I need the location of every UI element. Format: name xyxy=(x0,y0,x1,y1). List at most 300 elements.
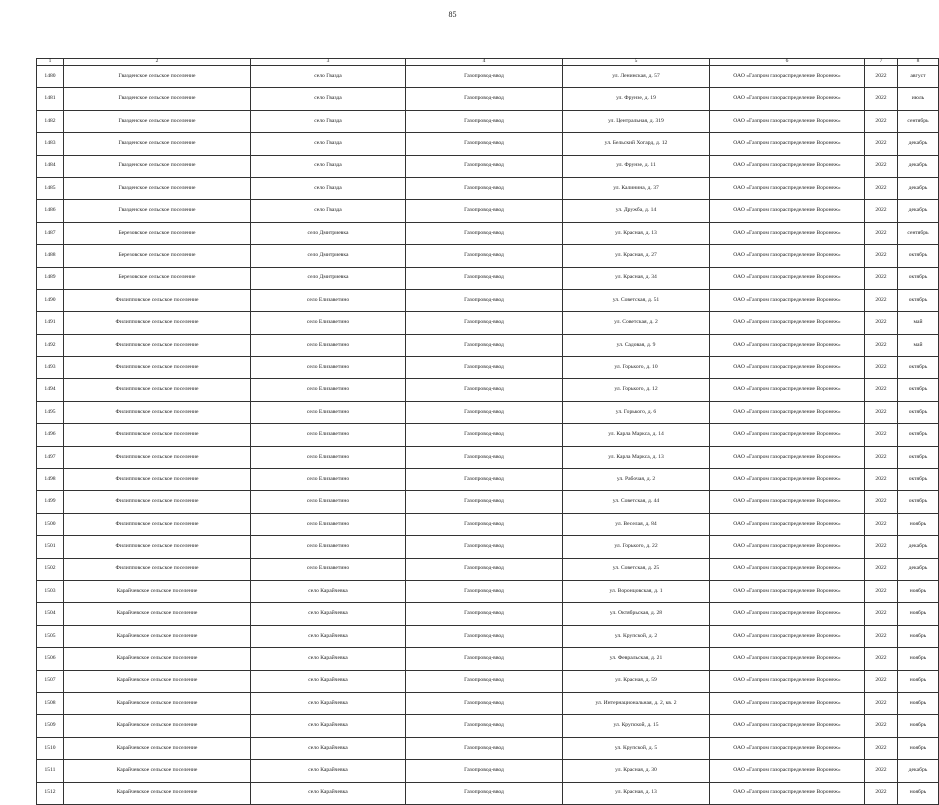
row-number-cell: 1497 xyxy=(37,446,64,468)
row-number-cell: 1501 xyxy=(37,536,64,558)
locality-cell: село Карайчевка xyxy=(251,737,406,759)
object-type-cell: Газопровод-ввод xyxy=(406,245,563,267)
table-row xyxy=(37,513,939,535)
row-number-cell: 1495 xyxy=(37,401,64,423)
row-number-cell: 1496 xyxy=(37,424,64,446)
month-cell: август xyxy=(898,66,939,88)
row-number-cell: 1505 xyxy=(37,625,64,647)
row-number-cell: 1490 xyxy=(37,289,64,311)
settlement-cell: Березовское сельское поселение xyxy=(64,222,251,244)
organization-cell: ОАО «Газпром газораспределение Воронеж» xyxy=(710,379,865,401)
object-type-cell: Газопровод-ввод xyxy=(406,334,563,356)
locality-cell: село Гвазда xyxy=(251,177,406,199)
month-cell: декабрь xyxy=(898,177,939,199)
year-cell: 2022 xyxy=(865,782,898,804)
organization-cell: ОАО «Газпром газораспределение Воронеж» xyxy=(710,88,865,110)
object-type-cell: Газопровод-ввод xyxy=(406,625,563,647)
organization-cell: ОАО «Газпром газораспределение Воронеж» xyxy=(710,625,865,647)
object-type-cell: Газопровод-ввод xyxy=(406,312,563,334)
year-cell: 2022 xyxy=(865,760,898,782)
table-row xyxy=(37,424,939,446)
column-number-row xyxy=(37,59,939,66)
locality-cell: село Карайчевка xyxy=(251,670,406,692)
address-cell: ул. Садовая, д. 9 xyxy=(563,334,710,356)
locality-cell: село Дмитриевка xyxy=(251,245,406,267)
settlement-cell: Карайчевское сельское поселение xyxy=(64,737,251,759)
address-cell: ул. Крупской, д. 2 xyxy=(563,625,710,647)
month-cell: декабрь xyxy=(898,558,939,580)
month-cell: октябрь xyxy=(898,289,939,311)
object-type-cell: Газопровод-ввод xyxy=(406,648,563,670)
row-number-cell: 1498 xyxy=(37,469,64,491)
table-row xyxy=(37,289,939,311)
locality-cell: село Елизаветино xyxy=(251,446,406,468)
address-cell: ул. Горького, д. 10 xyxy=(563,357,710,379)
organization-cell: ОАО «Газпром газораспределение Воронеж» xyxy=(710,603,865,625)
settlement-cell: Филипповское сельское поселение xyxy=(64,334,251,356)
address-cell: ул. Центральная, д. 319 xyxy=(563,110,710,132)
row-number-cell: 1499 xyxy=(37,491,64,513)
locality-cell: село Елизаветино xyxy=(251,357,406,379)
address-cell: ул. Крупской, д. 15 xyxy=(563,715,710,737)
address-cell: ул. Красная, д. 34 xyxy=(563,267,710,289)
year-cell: 2022 xyxy=(865,88,898,110)
month-cell: ноябрь xyxy=(898,648,939,670)
object-type-cell: Газопровод-ввод xyxy=(406,155,563,177)
locality-cell: село Карайчевка xyxy=(251,625,406,647)
row-number-cell: 1508 xyxy=(37,692,64,714)
month-cell: октябрь xyxy=(898,401,939,423)
organization-cell: ОАО «Газпром газораспределение Воронеж» xyxy=(710,357,865,379)
organization-cell: ОАО «Газпром газораспределение Воронеж» xyxy=(710,760,865,782)
object-type-cell: Газопровод-ввод xyxy=(406,692,563,714)
object-type-cell: Газопровод-ввод xyxy=(406,558,563,580)
year-cell: 2022 xyxy=(865,401,898,423)
year-cell: 2022 xyxy=(865,536,898,558)
row-number-cell: 1489 xyxy=(37,267,64,289)
table-row xyxy=(37,177,939,199)
organization-cell: ОАО «Газпром газораспределение Воронеж» xyxy=(710,580,865,602)
month-cell: ноябрь xyxy=(898,513,939,535)
table-row xyxy=(37,245,939,267)
month-cell: октябрь xyxy=(898,424,939,446)
table-row xyxy=(37,491,939,513)
month-cell: декабрь xyxy=(898,200,939,222)
month-cell: октябрь xyxy=(898,357,939,379)
month-cell: октябрь xyxy=(898,245,939,267)
settlement-cell: Карайчевское сельское поселение xyxy=(64,782,251,804)
locality-cell: село Гвазда xyxy=(251,88,406,110)
address-cell: ул. Бельский Хогард, д. 12 xyxy=(563,133,710,155)
address-cell: ул. Красная, д. 59 xyxy=(563,670,710,692)
month-cell: ноябрь xyxy=(898,782,939,804)
settlement-cell: Гвазденское сельское поселение xyxy=(64,88,251,110)
table-row xyxy=(37,782,939,804)
organization-cell: ОАО «Газпром газораспределение Воронеж» xyxy=(710,200,865,222)
address-cell: ул. Фрунзе, д. 11 xyxy=(563,155,710,177)
month-cell: ноябрь xyxy=(898,692,939,714)
object-type-cell: Газопровод-ввод xyxy=(406,715,563,737)
column-header: 1 xyxy=(37,59,64,66)
row-number-cell: 1491 xyxy=(37,312,64,334)
row-number-cell: 1509 xyxy=(37,715,64,737)
address-cell: ул. Фрунзе, д. 19 xyxy=(563,88,710,110)
year-cell: 2022 xyxy=(865,670,898,692)
year-cell: 2022 xyxy=(865,625,898,647)
table-row xyxy=(37,446,939,468)
month-cell: октябрь xyxy=(898,469,939,491)
table-row xyxy=(37,760,939,782)
row-number-cell: 1510 xyxy=(37,737,64,759)
row-number-cell: 1493 xyxy=(37,357,64,379)
settlement-cell: Карайчевское сельское поселение xyxy=(64,670,251,692)
column-header: 4 xyxy=(406,59,563,66)
address-cell: ул. Советская, д. 25 xyxy=(563,558,710,580)
organization-cell: ОАО «Газпром газораспределение Воронеж» xyxy=(710,424,865,446)
column-header: 6 xyxy=(710,59,865,66)
address-cell: ул. Интернациональная, д. 2, кв. 2 xyxy=(563,692,710,714)
organization-cell: ОАО «Газпром газораспределение Воронеж» xyxy=(710,133,865,155)
month-cell: июль xyxy=(898,88,939,110)
table-row xyxy=(37,200,939,222)
organization-cell: ОАО «Газпром газораспределение Воронеж» xyxy=(710,177,865,199)
settlement-cell: Карайчевское сельское поселение xyxy=(64,603,251,625)
year-cell: 2022 xyxy=(865,603,898,625)
locality-cell: село Гвазда xyxy=(251,133,406,155)
object-type-cell: Газопровод-ввод xyxy=(406,177,563,199)
table-row xyxy=(37,88,939,110)
year-cell: 2022 xyxy=(865,446,898,468)
year-cell: 2022 xyxy=(865,334,898,356)
year-cell: 2022 xyxy=(865,155,898,177)
organization-cell: ОАО «Газпром газораспределение Воронеж» xyxy=(710,648,865,670)
column-header: 5 xyxy=(563,59,710,66)
table-row xyxy=(37,625,939,647)
object-type-cell: Газопровод-ввод xyxy=(406,536,563,558)
row-number-cell: 1481 xyxy=(37,88,64,110)
object-type-cell: Газопровод-ввод xyxy=(406,401,563,423)
locality-cell: село Карайчевка xyxy=(251,648,406,670)
object-type-cell: Газопровод-ввод xyxy=(406,737,563,759)
address-cell: ул. Горького, д. 22 xyxy=(563,536,710,558)
table-row xyxy=(37,110,939,132)
object-type-cell: Газопровод-ввод xyxy=(406,469,563,491)
locality-cell: село Гвазда xyxy=(251,200,406,222)
table-row xyxy=(37,334,939,356)
month-cell: май xyxy=(898,334,939,356)
month-cell: ноябрь xyxy=(898,670,939,692)
organization-cell: ОАО «Газпром газораспределение Воронеж» xyxy=(710,513,865,535)
table-row xyxy=(37,469,939,491)
table-row xyxy=(37,558,939,580)
year-cell: 2022 xyxy=(865,133,898,155)
settlement-cell: Гвазденское сельское поселение xyxy=(64,110,251,132)
settlement-cell: Филипповское сельское поселение xyxy=(64,491,251,513)
settlement-cell: Филипповское сельское поселение xyxy=(64,536,251,558)
table-row xyxy=(37,267,939,289)
year-cell: 2022 xyxy=(865,245,898,267)
row-number-cell: 1507 xyxy=(37,670,64,692)
settlement-cell: Карайчевское сельское поселение xyxy=(64,625,251,647)
month-cell: декабрь xyxy=(898,133,939,155)
month-cell: октябрь xyxy=(898,267,939,289)
table-row xyxy=(37,357,939,379)
locality-cell: село Елизаветино xyxy=(251,469,406,491)
row-number-cell: 1480 xyxy=(37,66,64,88)
row-number-cell: 1485 xyxy=(37,177,64,199)
table-row xyxy=(37,155,939,177)
table-row xyxy=(37,737,939,759)
locality-cell: село Елизаветино xyxy=(251,379,406,401)
organization-cell: ОАО «Газпром газораспределение Воронеж» xyxy=(710,536,865,558)
locality-cell: село Карайчевка xyxy=(251,580,406,602)
object-type-cell: Газопровод-ввод xyxy=(406,110,563,132)
object-type-cell: Газопровод-ввод xyxy=(406,760,563,782)
row-number-cell: 1512 xyxy=(37,782,64,804)
organization-cell: ОАО «Газпром газораспределение Воронеж» xyxy=(710,401,865,423)
row-number-cell: 1492 xyxy=(37,334,64,356)
address-cell: ул. Горького, д. 6 xyxy=(563,401,710,423)
year-cell: 2022 xyxy=(865,357,898,379)
address-cell: ул. Ленинская, д. 57 xyxy=(563,66,710,88)
column-header: 2 xyxy=(64,59,251,66)
object-type-cell: Газопровод-ввод xyxy=(406,66,563,88)
locality-cell: село Дмитриевка xyxy=(251,222,406,244)
year-cell: 2022 xyxy=(865,469,898,491)
organization-cell: ОАО «Газпром газораспределение Воронеж» xyxy=(710,782,865,804)
row-number-cell: 1506 xyxy=(37,648,64,670)
address-cell: ул. Веселая, д. 84 xyxy=(563,513,710,535)
object-type-cell: Газопровод-ввод xyxy=(406,133,563,155)
locality-cell: село Елизаветино xyxy=(251,513,406,535)
address-cell: ул. Горького, д. 12 xyxy=(563,379,710,401)
month-cell: октябрь xyxy=(898,446,939,468)
row-number-cell: 1483 xyxy=(37,133,64,155)
organization-cell: ОАО «Газпром газораспределение Воронеж» xyxy=(710,692,865,714)
settlement-cell: Гвазденское сельское поселение xyxy=(64,200,251,222)
address-cell: ул. Калинина, д. 37 xyxy=(563,177,710,199)
settlement-cell: Филипповское сельское поселение xyxy=(64,357,251,379)
month-cell: ноябрь xyxy=(898,580,939,602)
month-cell: ноябрь xyxy=(898,715,939,737)
object-type-cell: Газопровод-ввод xyxy=(406,222,563,244)
object-type-cell: Газопровод-ввод xyxy=(406,603,563,625)
year-cell: 2022 xyxy=(865,580,898,602)
object-type-cell: Газопровод-ввод xyxy=(406,670,563,692)
organization-cell: ОАО «Газпром газораспределение Воронеж» xyxy=(710,491,865,513)
month-cell: декабрь xyxy=(898,760,939,782)
settlement-cell: Филипповское сельское поселение xyxy=(64,446,251,468)
object-type-cell: Газопровод-ввод xyxy=(406,88,563,110)
table-row xyxy=(37,648,939,670)
table-body xyxy=(37,66,939,805)
month-cell: октябрь xyxy=(898,491,939,513)
organization-cell: ОАО «Газпром газораспределение Воронеж» xyxy=(710,66,865,88)
locality-cell: село Елизаветино xyxy=(251,491,406,513)
row-number-cell: 1482 xyxy=(37,110,64,132)
year-cell: 2022 xyxy=(865,737,898,759)
table-row xyxy=(37,379,939,401)
year-cell: 2022 xyxy=(865,424,898,446)
settlement-cell: Филипповское сельское поселение xyxy=(64,401,251,423)
row-number-cell: 1486 xyxy=(37,200,64,222)
year-cell: 2022 xyxy=(865,513,898,535)
year-cell: 2022 xyxy=(865,692,898,714)
year-cell: 2022 xyxy=(865,379,898,401)
organization-cell: ОАО «Газпром газораспределение Воронеж» xyxy=(710,737,865,759)
gas-connection-register-table xyxy=(36,58,939,805)
organization-cell: ОАО «Газпром газораспределение Воронеж» xyxy=(710,446,865,468)
organization-cell: ОАО «Газпром газораспределение Воронеж» xyxy=(710,469,865,491)
locality-cell: село Елизаветино xyxy=(251,558,406,580)
organization-cell: ОАО «Газпром газораспределение Воронеж» xyxy=(710,110,865,132)
locality-cell: село Елизаветино xyxy=(251,401,406,423)
locality-cell: село Дмитриевка xyxy=(251,267,406,289)
organization-cell: ОАО «Газпром газораспределение Воронеж» xyxy=(710,558,865,580)
address-cell: ул. Октябрьская, д. 28 xyxy=(563,603,710,625)
table-row xyxy=(37,692,939,714)
settlement-cell: Гвазденское сельское поселение xyxy=(64,155,251,177)
settlement-cell: Филипповское сельское поселение xyxy=(64,289,251,311)
column-header: 3 xyxy=(251,59,406,66)
month-cell: декабрь xyxy=(898,155,939,177)
row-number-cell: 1503 xyxy=(37,580,64,602)
locality-cell: село Карайчевка xyxy=(251,760,406,782)
address-cell: ул. Советская, д. 2 xyxy=(563,312,710,334)
object-type-cell: Газопровод-ввод xyxy=(406,289,563,311)
year-cell: 2022 xyxy=(865,558,898,580)
organization-cell: ОАО «Газпром газораспределение Воронеж» xyxy=(710,715,865,737)
locality-cell: село Елизаветино xyxy=(251,312,406,334)
locality-cell: село Елизаветино xyxy=(251,424,406,446)
column-header: 8 xyxy=(898,59,939,66)
table-row xyxy=(37,603,939,625)
locality-cell: село Елизаветино xyxy=(251,289,406,311)
table-row xyxy=(37,715,939,737)
settlement-cell: Карайчевское сельское поселение xyxy=(64,715,251,737)
settlement-cell: Филипповское сельское поселение xyxy=(64,312,251,334)
address-cell: ул. Советская, д. 44 xyxy=(563,491,710,513)
year-cell: 2022 xyxy=(865,491,898,513)
settlement-cell: Березовское сельское поселение xyxy=(64,267,251,289)
address-cell: ул. Карла Маркса, д. 14 xyxy=(563,424,710,446)
month-cell: сентябрь xyxy=(898,110,939,132)
address-cell: ул. Красная, д. 13 xyxy=(563,222,710,244)
address-cell: ул. Февральская, д. 21 xyxy=(563,648,710,670)
address-cell: ул. Крупской, д. 5 xyxy=(563,737,710,759)
locality-cell: село Елизаветино xyxy=(251,536,406,558)
table-row xyxy=(37,312,939,334)
settlement-cell: Филипповское сельское поселение xyxy=(64,558,251,580)
organization-cell: ОАО «Газпром газораспределение Воронеж» xyxy=(710,312,865,334)
row-number-cell: 1494 xyxy=(37,379,64,401)
address-cell: ул. Советская, д. 51 xyxy=(563,289,710,311)
table-row xyxy=(37,580,939,602)
table-row xyxy=(37,66,939,88)
settlement-cell: Гвазденское сельское поселение xyxy=(64,177,251,199)
organization-cell: ОАО «Газпром газораспределение Воронеж» xyxy=(710,289,865,311)
object-type-cell: Газопровод-ввод xyxy=(406,424,563,446)
locality-cell: село Карайчевка xyxy=(251,603,406,625)
locality-cell: село Елизаветино xyxy=(251,334,406,356)
year-cell: 2022 xyxy=(865,715,898,737)
address-cell: ул. Красная, д. 30 xyxy=(563,760,710,782)
month-cell: сентябрь xyxy=(898,222,939,244)
table-row xyxy=(37,222,939,244)
table-row xyxy=(37,133,939,155)
month-cell: ноябрь xyxy=(898,603,939,625)
object-type-cell: Газопровод-ввод xyxy=(406,446,563,468)
row-number-cell: 1484 xyxy=(37,155,64,177)
row-number-cell: 1504 xyxy=(37,603,64,625)
locality-cell: село Карайчевка xyxy=(251,715,406,737)
object-type-cell: Газопровод-ввод xyxy=(406,580,563,602)
table-row xyxy=(37,670,939,692)
object-type-cell: Газопровод-ввод xyxy=(406,513,563,535)
settlement-cell: Карайчевское сельское поселение xyxy=(64,580,251,602)
year-cell: 2022 xyxy=(865,267,898,289)
address-cell: ул. Карла Маркса, д. 13 xyxy=(563,446,710,468)
locality-cell: село Гвазда xyxy=(251,155,406,177)
year-cell: 2022 xyxy=(865,110,898,132)
locality-cell: село Гвазда xyxy=(251,66,406,88)
object-type-cell: Газопровод-ввод xyxy=(406,379,563,401)
organization-cell: ОАО «Газпром газораспределение Воронеж» xyxy=(710,334,865,356)
organization-cell: ОАО «Газпром газораспределение Воронеж» xyxy=(710,267,865,289)
settlement-cell: Березовское сельское поселение xyxy=(64,245,251,267)
settlement-cell: Карайчевское сельское поселение xyxy=(64,760,251,782)
object-type-cell: Газопровод-ввод xyxy=(406,491,563,513)
settlement-cell: Гвазденское сельское поселение xyxy=(64,66,251,88)
row-number-cell: 1502 xyxy=(37,558,64,580)
locality-cell: село Гвазда xyxy=(251,110,406,132)
year-cell: 2022 xyxy=(865,177,898,199)
address-cell: ул. Красная, д. 27 xyxy=(563,245,710,267)
year-cell: 2022 xyxy=(865,200,898,222)
column-header: 7 xyxy=(865,59,898,66)
settlement-cell: Филипповское сельское поселение xyxy=(64,513,251,535)
settlement-cell: Гвазденское сельское поселение xyxy=(64,133,251,155)
settlement-cell: Филипповское сельское поселение xyxy=(64,469,251,491)
object-type-cell: Газопровод-ввод xyxy=(406,782,563,804)
row-number-cell: 1511 xyxy=(37,760,64,782)
address-cell: ул. Красная, д. 13 xyxy=(563,782,710,804)
address-cell: ул. Дружба, д. 14 xyxy=(563,200,710,222)
table-row xyxy=(37,536,939,558)
organization-cell: ОАО «Газпром газораспределение Воронеж» xyxy=(710,222,865,244)
organization-cell: ОАО «Газпром газораспределение Воронеж» xyxy=(710,670,865,692)
month-cell: ноябрь xyxy=(898,737,939,759)
settlement-cell: Филипповское сельское поселение xyxy=(64,379,251,401)
table-row xyxy=(37,401,939,423)
row-number-cell: 1488 xyxy=(37,245,64,267)
row-number-cell: 1500 xyxy=(37,513,64,535)
month-cell: октябрь xyxy=(898,379,939,401)
settlement-cell: Карайчевское сельское поселение xyxy=(64,648,251,670)
object-type-cell: Газопровод-ввод xyxy=(406,200,563,222)
month-cell: май xyxy=(898,312,939,334)
address-cell: ул. Воронцовская, д. 1 xyxy=(563,580,710,602)
organization-cell: ОАО «Газпром газораспределение Воронеж» xyxy=(710,155,865,177)
year-cell: 2022 xyxy=(865,648,898,670)
row-number-cell: 1487 xyxy=(37,222,64,244)
address-cell: ул. Рабочая, д. 2 xyxy=(563,469,710,491)
locality-cell: село Карайчевка xyxy=(251,692,406,714)
organization-cell: ОАО «Газпром газораспределение Воронеж» xyxy=(710,245,865,267)
year-cell: 2022 xyxy=(865,222,898,244)
object-type-cell: Газопровод-ввод xyxy=(406,357,563,379)
page-number: 85 xyxy=(448,10,457,19)
